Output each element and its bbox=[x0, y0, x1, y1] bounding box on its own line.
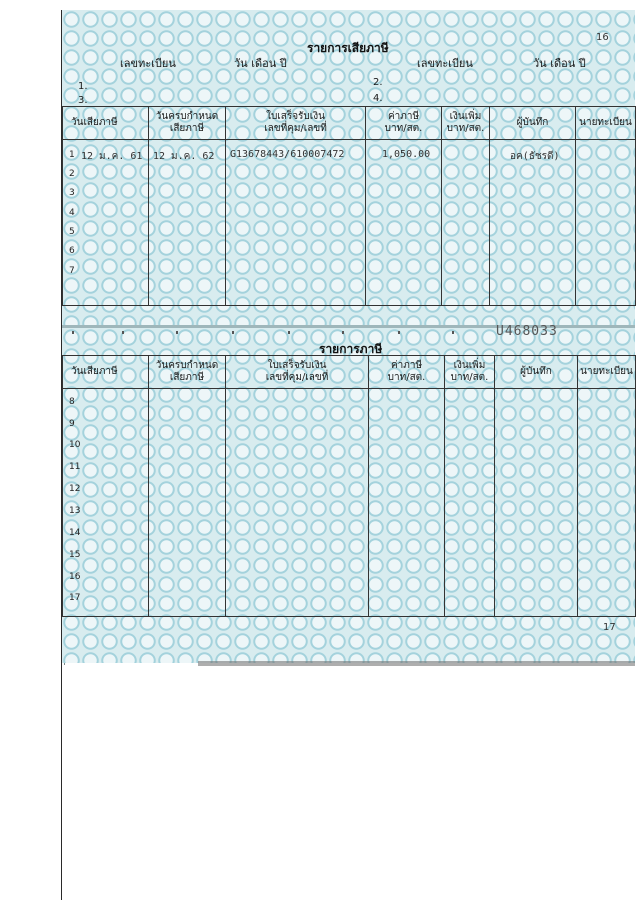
column-header-receipt: ใบเสร็จรับเงิน เลขที่คุม/เลขที่ bbox=[226, 107, 366, 140]
row-number: 1 bbox=[69, 150, 75, 160]
receipt-column bbox=[226, 140, 366, 306]
column-header-tax: ค่าภาษี บาท/สต. bbox=[366, 107, 442, 140]
row-number: 15 bbox=[69, 550, 81, 560]
receipt-column bbox=[226, 389, 369, 617]
row-number: 5 bbox=[69, 227, 75, 237]
table-header-row bbox=[63, 356, 636, 389]
recorder-column bbox=[490, 140, 576, 306]
page-number: 17 bbox=[603, 622, 616, 633]
row-number: 12 bbox=[69, 484, 81, 494]
pay-date-column bbox=[63, 389, 149, 617]
registrar-column bbox=[578, 389, 636, 617]
recorder-value: อค(ธัชรดี) bbox=[510, 151, 560, 162]
row-number: 9 bbox=[69, 419, 75, 429]
tax-list-table bbox=[62, 355, 636, 617]
perforation-mark bbox=[122, 331, 124, 334]
registration-entry-2: 2. bbox=[373, 77, 383, 88]
row-number: 6 bbox=[69, 246, 75, 256]
table-body-row bbox=[63, 389, 636, 617]
pay-date-value: 12 ม.ค. 61 bbox=[81, 151, 143, 162]
tax-list-panel bbox=[62, 324, 635, 663]
surcharge-column bbox=[442, 140, 490, 306]
registration-number-label: เลขทะเบียน bbox=[120, 57, 176, 70]
receipt-number-value: G13678443/610007472 bbox=[230, 149, 345, 160]
tax-column bbox=[366, 140, 442, 306]
row-number: 14 bbox=[69, 528, 81, 538]
registration-entry-1: 1. bbox=[78, 81, 88, 92]
due-date-column bbox=[149, 140, 226, 306]
perforation-mark bbox=[72, 331, 74, 334]
row-number: 4 bbox=[69, 208, 75, 218]
tax-payment-panel bbox=[62, 10, 635, 326]
registration-date-label: วัน เดือน ปี bbox=[234, 57, 287, 70]
due-date-value: 12 ม.ค. 62 bbox=[153, 151, 215, 162]
perforation-mark bbox=[232, 331, 234, 334]
registration-entry-4: 4. bbox=[373, 93, 383, 104]
surcharge-column bbox=[445, 389, 495, 617]
table-header-row bbox=[63, 107, 636, 140]
row-number: 16 bbox=[69, 572, 81, 582]
registration-date-label: วัน เดือน ปี bbox=[533, 57, 586, 70]
perforation-mark bbox=[288, 331, 290, 334]
column-header-surcharge: เงินเพิ่ม บาท/สต. bbox=[445, 356, 495, 389]
tax-column bbox=[369, 389, 445, 617]
registration-entry-3: 3. bbox=[78, 95, 88, 106]
perforation-mark bbox=[398, 331, 400, 334]
pay-date-column bbox=[63, 140, 149, 306]
column-header-recorder: ผู้บันทึก bbox=[495, 356, 578, 389]
row-number: 3 bbox=[69, 188, 75, 198]
column-header-pay-date: วันเสียภาษี bbox=[63, 107, 149, 140]
perforation-mark bbox=[452, 331, 454, 334]
registration-number-label: เลขทะเบียน bbox=[417, 57, 473, 70]
due-date-column bbox=[149, 389, 226, 617]
section-title: รายการเสียภาษี bbox=[307, 41, 389, 55]
column-header-registrar: นายทะเบียน bbox=[578, 356, 636, 389]
perforation-mark bbox=[176, 331, 178, 334]
row-number: 13 bbox=[69, 506, 81, 516]
column-header-surcharge: เงินเพิ่ม บาท/สต. bbox=[442, 107, 490, 140]
row-number: 8 bbox=[69, 397, 75, 407]
column-header-pay-date: วันเสียภาษี bbox=[63, 356, 149, 389]
row-number: 11 bbox=[69, 462, 81, 472]
column-header-registrar: นายทะเบียน bbox=[576, 107, 636, 140]
page-number: 16 bbox=[596, 32, 609, 43]
table-body-row bbox=[63, 140, 636, 306]
row-number: 2 bbox=[69, 169, 75, 179]
row-number: 10 bbox=[69, 440, 81, 450]
perforation-mark bbox=[342, 331, 344, 334]
section-title: รายการภาษี bbox=[319, 342, 383, 356]
tax-payment-table bbox=[62, 106, 636, 306]
column-header-receipt: ใบเสร็จรับเงิน เลขที่คุม/เลขที่ bbox=[226, 356, 369, 389]
tax-amount-value: 1,050.00 bbox=[382, 149, 431, 160]
row-number: 7 bbox=[69, 266, 75, 276]
recorder-column bbox=[495, 389, 578, 617]
row-number: 17 bbox=[69, 593, 81, 603]
page-bottom-edge bbox=[198, 661, 635, 666]
form-serial-number: U468033 bbox=[496, 324, 558, 339]
column-header-due-date: วันครบกำหนด เสียภาษี bbox=[149, 356, 226, 389]
column-header-recorder: ผู้บันทึก bbox=[490, 107, 576, 140]
registrar-column bbox=[576, 140, 636, 306]
column-header-tax: ค่าภาษี บาท/สต. bbox=[369, 356, 445, 389]
column-header-due-date: วันครบกำหนด เสียภาษี bbox=[149, 107, 226, 140]
